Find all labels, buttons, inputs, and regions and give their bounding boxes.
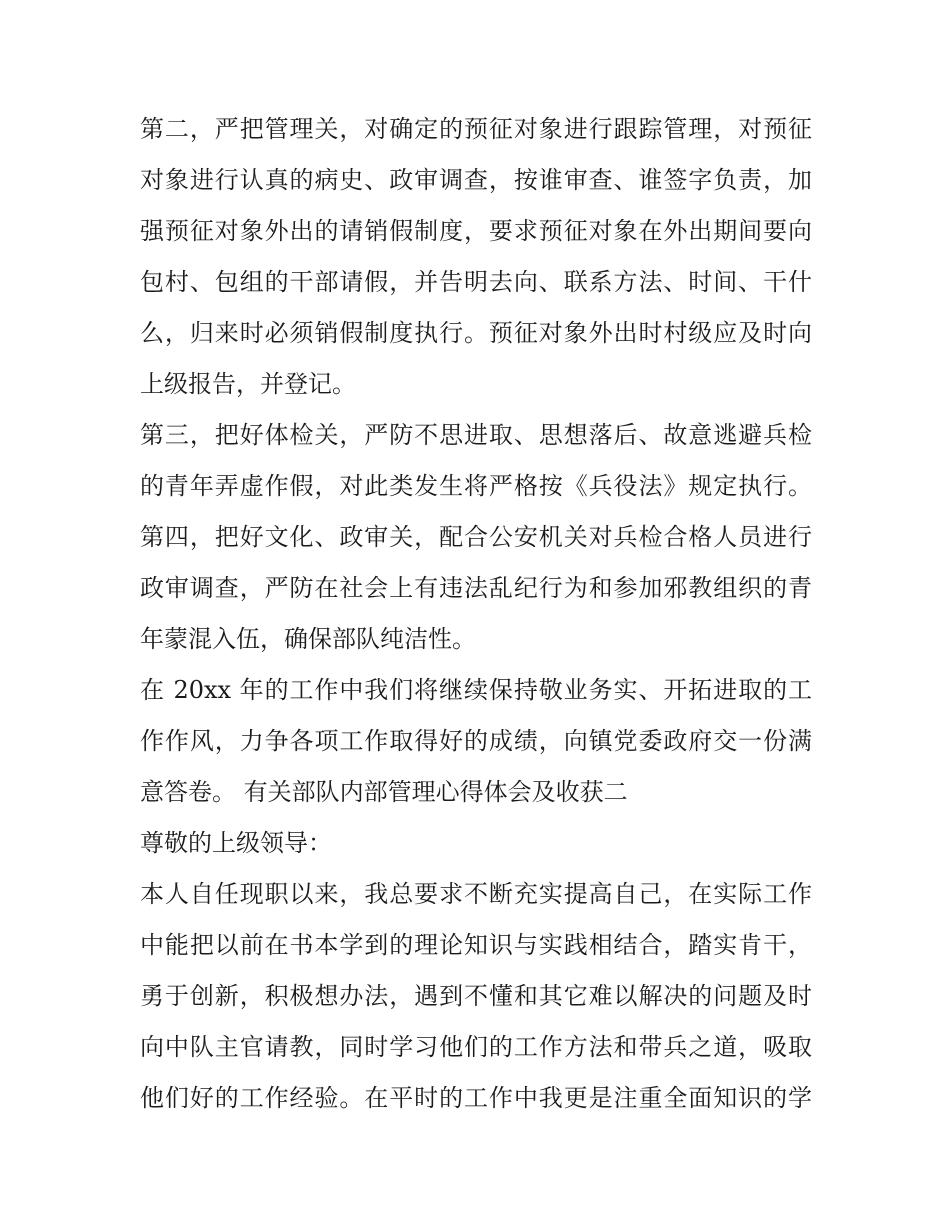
text-line: 向中队主官请教，同时学习他们的工作方法和带兵之道，吸取 [140, 1033, 812, 1061]
text-line: 他们好的工作经验。在平时的工作中我更是注重全面知识的学 [140, 1084, 812, 1112]
text-line: 对象进行认真的病史、政审调查，按谁审查、谁签字负责，加 [140, 166, 812, 194]
text-line: 意答卷。 有关部队内部管理心得体会及收获二 [140, 778, 628, 806]
text-line: 在 20xx 年的工作中我们将继续保持敬业务实、开拓进取的工 [140, 676, 812, 704]
text-line: 作作风，力争各项工作取得好的成绩，向镇党委政府交一份满 [140, 727, 812, 755]
text-line: 年蒙混入伍，确保部队纯洁性。 [140, 625, 476, 653]
text-line: 第二，严把管理关，对确定的预征对象进行跟踪管理，对预征 [140, 115, 812, 143]
text-line: 第三，把好体检关，严防不思进取、思想落后、故意逃避兵检 [140, 421, 812, 449]
text-line: 勇于创新，积极想办法，遇到不懂和其它难以解决的问题及时 [140, 982, 812, 1010]
text-line: 上级报告，并登记。 [140, 370, 356, 398]
document-body [140, 104, 812, 1124]
text-line: 么，归来时必须销假制度执行。预征对象外出时村级应及时向 [140, 319, 812, 347]
text-line: 强预征对象外出的请销假制度，要求预征对象在外出期间要向 [140, 217, 812, 245]
text-line: 包村、包组的干部请假，并告明去向、联系方法、时间、干什 [140, 268, 812, 296]
text-line: 第四，把好文化、政审关，配合公安机关对兵检合格人员进行 [140, 523, 812, 551]
text-line: 中能把以前在书本学到的理论知识与实践相结合，踏实肯干， [140, 931, 812, 959]
text-line: 的青年弄虚作假，对此类发生将严格按《兵役法》规定执行。 [140, 472, 812, 500]
text-line: 政审调查，严防在社会上有违法乱纪行为和参加邪教组织的青 [140, 574, 812, 602]
text-line: 本人自任现职以来，我总要求不断充实提高自己，在实际工作 [140, 880, 812, 908]
text-line: 尊敬的上级领导： [140, 829, 332, 857]
